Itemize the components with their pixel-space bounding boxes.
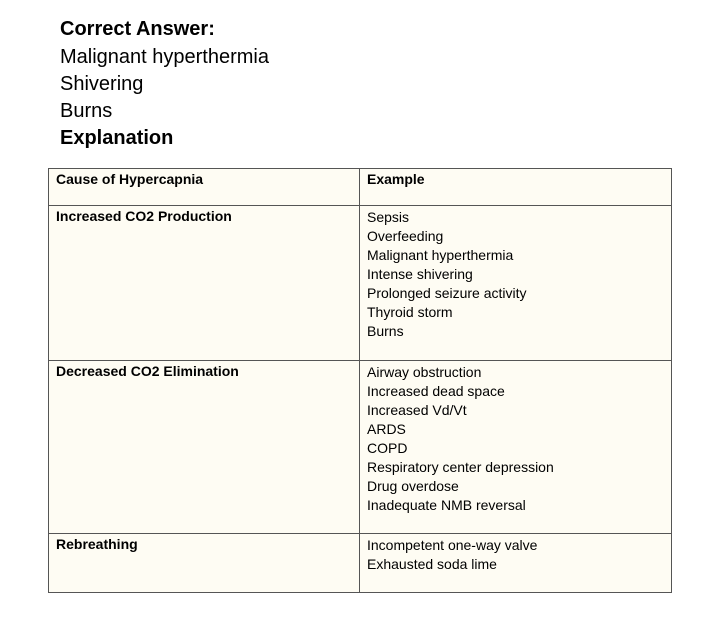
table-header-row [49, 169, 672, 206]
example-item: ARDS [367, 421, 406, 437]
example-cell [360, 206, 672, 361]
example-item: Exhausted soda lime [367, 556, 497, 572]
table-row [49, 206, 672, 361]
cause-cell: Increased CO2 Production [49, 206, 360, 361]
example-item: Burns [367, 323, 404, 339]
example-item: Overfeeding [367, 228, 444, 244]
example-item: Drug overdose [367, 478, 459, 494]
example-item: Prolonged seizure activity [367, 285, 527, 301]
answer-item: Shivering [60, 73, 144, 95]
example-cell [360, 534, 672, 593]
table-row [49, 534, 672, 593]
example-item: Airway obstruction [367, 364, 482, 380]
answer-block [60, 16, 269, 151]
example-item: Respiratory center depression [367, 459, 554, 475]
example-item: Intense shivering [367, 266, 473, 282]
column-header-cause: Cause of Hypercapnia [49, 169, 360, 206]
cause-cell: Rebreathing [49, 534, 360, 593]
example-item: Increased Vd/Vt [367, 402, 467, 418]
example-item: Incompetent one-way valve [367, 537, 538, 553]
hypercapnia-table [48, 168, 672, 593]
example-item: Inadequate NMB reversal [367, 497, 526, 513]
example-item: Sepsis [367, 209, 410, 225]
answer-item: Malignant hyperthermia [60, 46, 269, 68]
example-item: Malignant hyperthermia [367, 247, 514, 263]
correct-answer-heading: Correct Answer: [60, 18, 215, 40]
explanation-heading: Explanation [60, 127, 174, 149]
example-item: Increased dead space [367, 383, 505, 399]
answer-item: Burns [60, 100, 113, 122]
column-header-example: Example [360, 169, 672, 206]
table-row [49, 361, 672, 534]
example-item: COPD [367, 440, 408, 456]
cause-cell: Decreased CO2 Elimination [49, 361, 360, 534]
example-item: Thyroid storm [367, 304, 453, 320]
example-cell [360, 361, 672, 534]
